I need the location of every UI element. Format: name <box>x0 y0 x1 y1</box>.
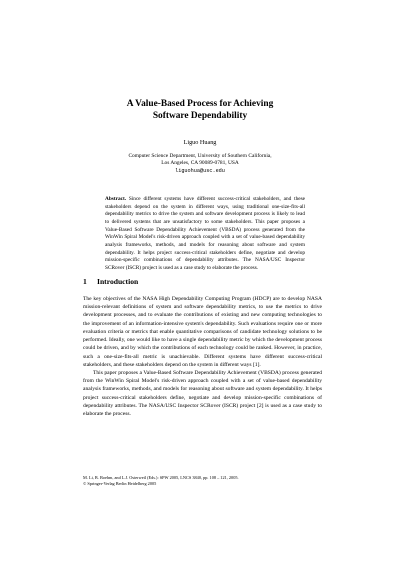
affiliation-line-2: Los Angeles, CA 90089-0781, USA <box>161 160 239 167</box>
abstract <box>105 196 305 273</box>
title-line-2: Software Dependability <box>152 111 248 121</box>
section-title: Introduction <box>97 277 139 286</box>
section-heading <box>83 277 138 287</box>
footnote-copyright: © Springer-Verlag Berlin Heidelberg 2005 <box>83 481 157 486</box>
affiliation <box>0 153 400 175</box>
affiliation-line-1: Computer Science Department, University of Southern California, <box>128 153 272 159</box>
author-email: liguohua@usc.edu <box>175 167 225 174</box>
abstract-label: Abstract. <box>105 196 127 202</box>
title-line-1: A Value-Based Process for Achieving <box>126 99 274 109</box>
footnote-citation: M. Li, B. Boehm, and L.J. Osterweil (Eds.): SPW 2005, LNCS 3840, pp. 108 – 121, 2005. <box>83 475 239 480</box>
section-number: 1 <box>83 277 87 286</box>
body-text <box>83 295 322 418</box>
footnote <box>83 475 322 487</box>
author-name: Liguo Huang <box>183 139 217 146</box>
abstract-text: Since different systems have different success-critical stakeholders, and these stakeholders depend on the system in different ways, using traditional one-size-fits-all dependability metrics to drive the system and software development process is likely to lead to delivered systems that are unsatisfactory to some stakeholders. This paper proposes a Value-Based Software Dependability Achievement (VBSDA) process generated from the WinWin Spiral Model's risk-driven approach coupled with a set of value-based dependability analysis frameworks, methods, and models for reasoning about software and system dependability. It helps project success-critical stakeholders define, negotiate and develop mission-specific combinations of dependability attributes. The NASA/USC Inspector SCRover (ISCR) project is used as a case study to elaborate the process. <box>105 196 305 271</box>
paragraph-1: The key objectives of the NASA High Dependability Computing Program (HDCP) are to develop NASA mission-relevant definitions of system and software dependability metrics, to use the metrics to drive development processes, and to evaluate the contributions of existing and new computing technologies to the improvement of an information-intensive system's dependability. Such evaluations require one or more evaluation criteria or metrics that enable quantitative comparisons of candidate technology solutions to be performed. Ideally, one would like to have a single dependability metric by which the development process could be driven, and by which the contributions of each technology could be ranked. However, in practice, such a one-size-fits-all metric is unachievable. Different systems have different success-critical stakeholders, and these stakeholders depend on the system in different ways [1]. <box>83 296 322 368</box>
paragraph-2: This paper proposes a Value-Based Software Dependability Achievement (VBSDA) process generated from the WinWin Spiral Model's risk-driven approach coupled with a set of value-based dependability analysis frameworks, methods, and models for reasoning about software and system dependability. It helps project success-critical stakeholders define, negotiate and develop mission-specific combinations of dependability attributes. The NASA/USC Inspector SCRover (ISCR) project [2] is used as a case study to elaborate the process. <box>83 369 322 418</box>
paper-title <box>0 98 400 122</box>
